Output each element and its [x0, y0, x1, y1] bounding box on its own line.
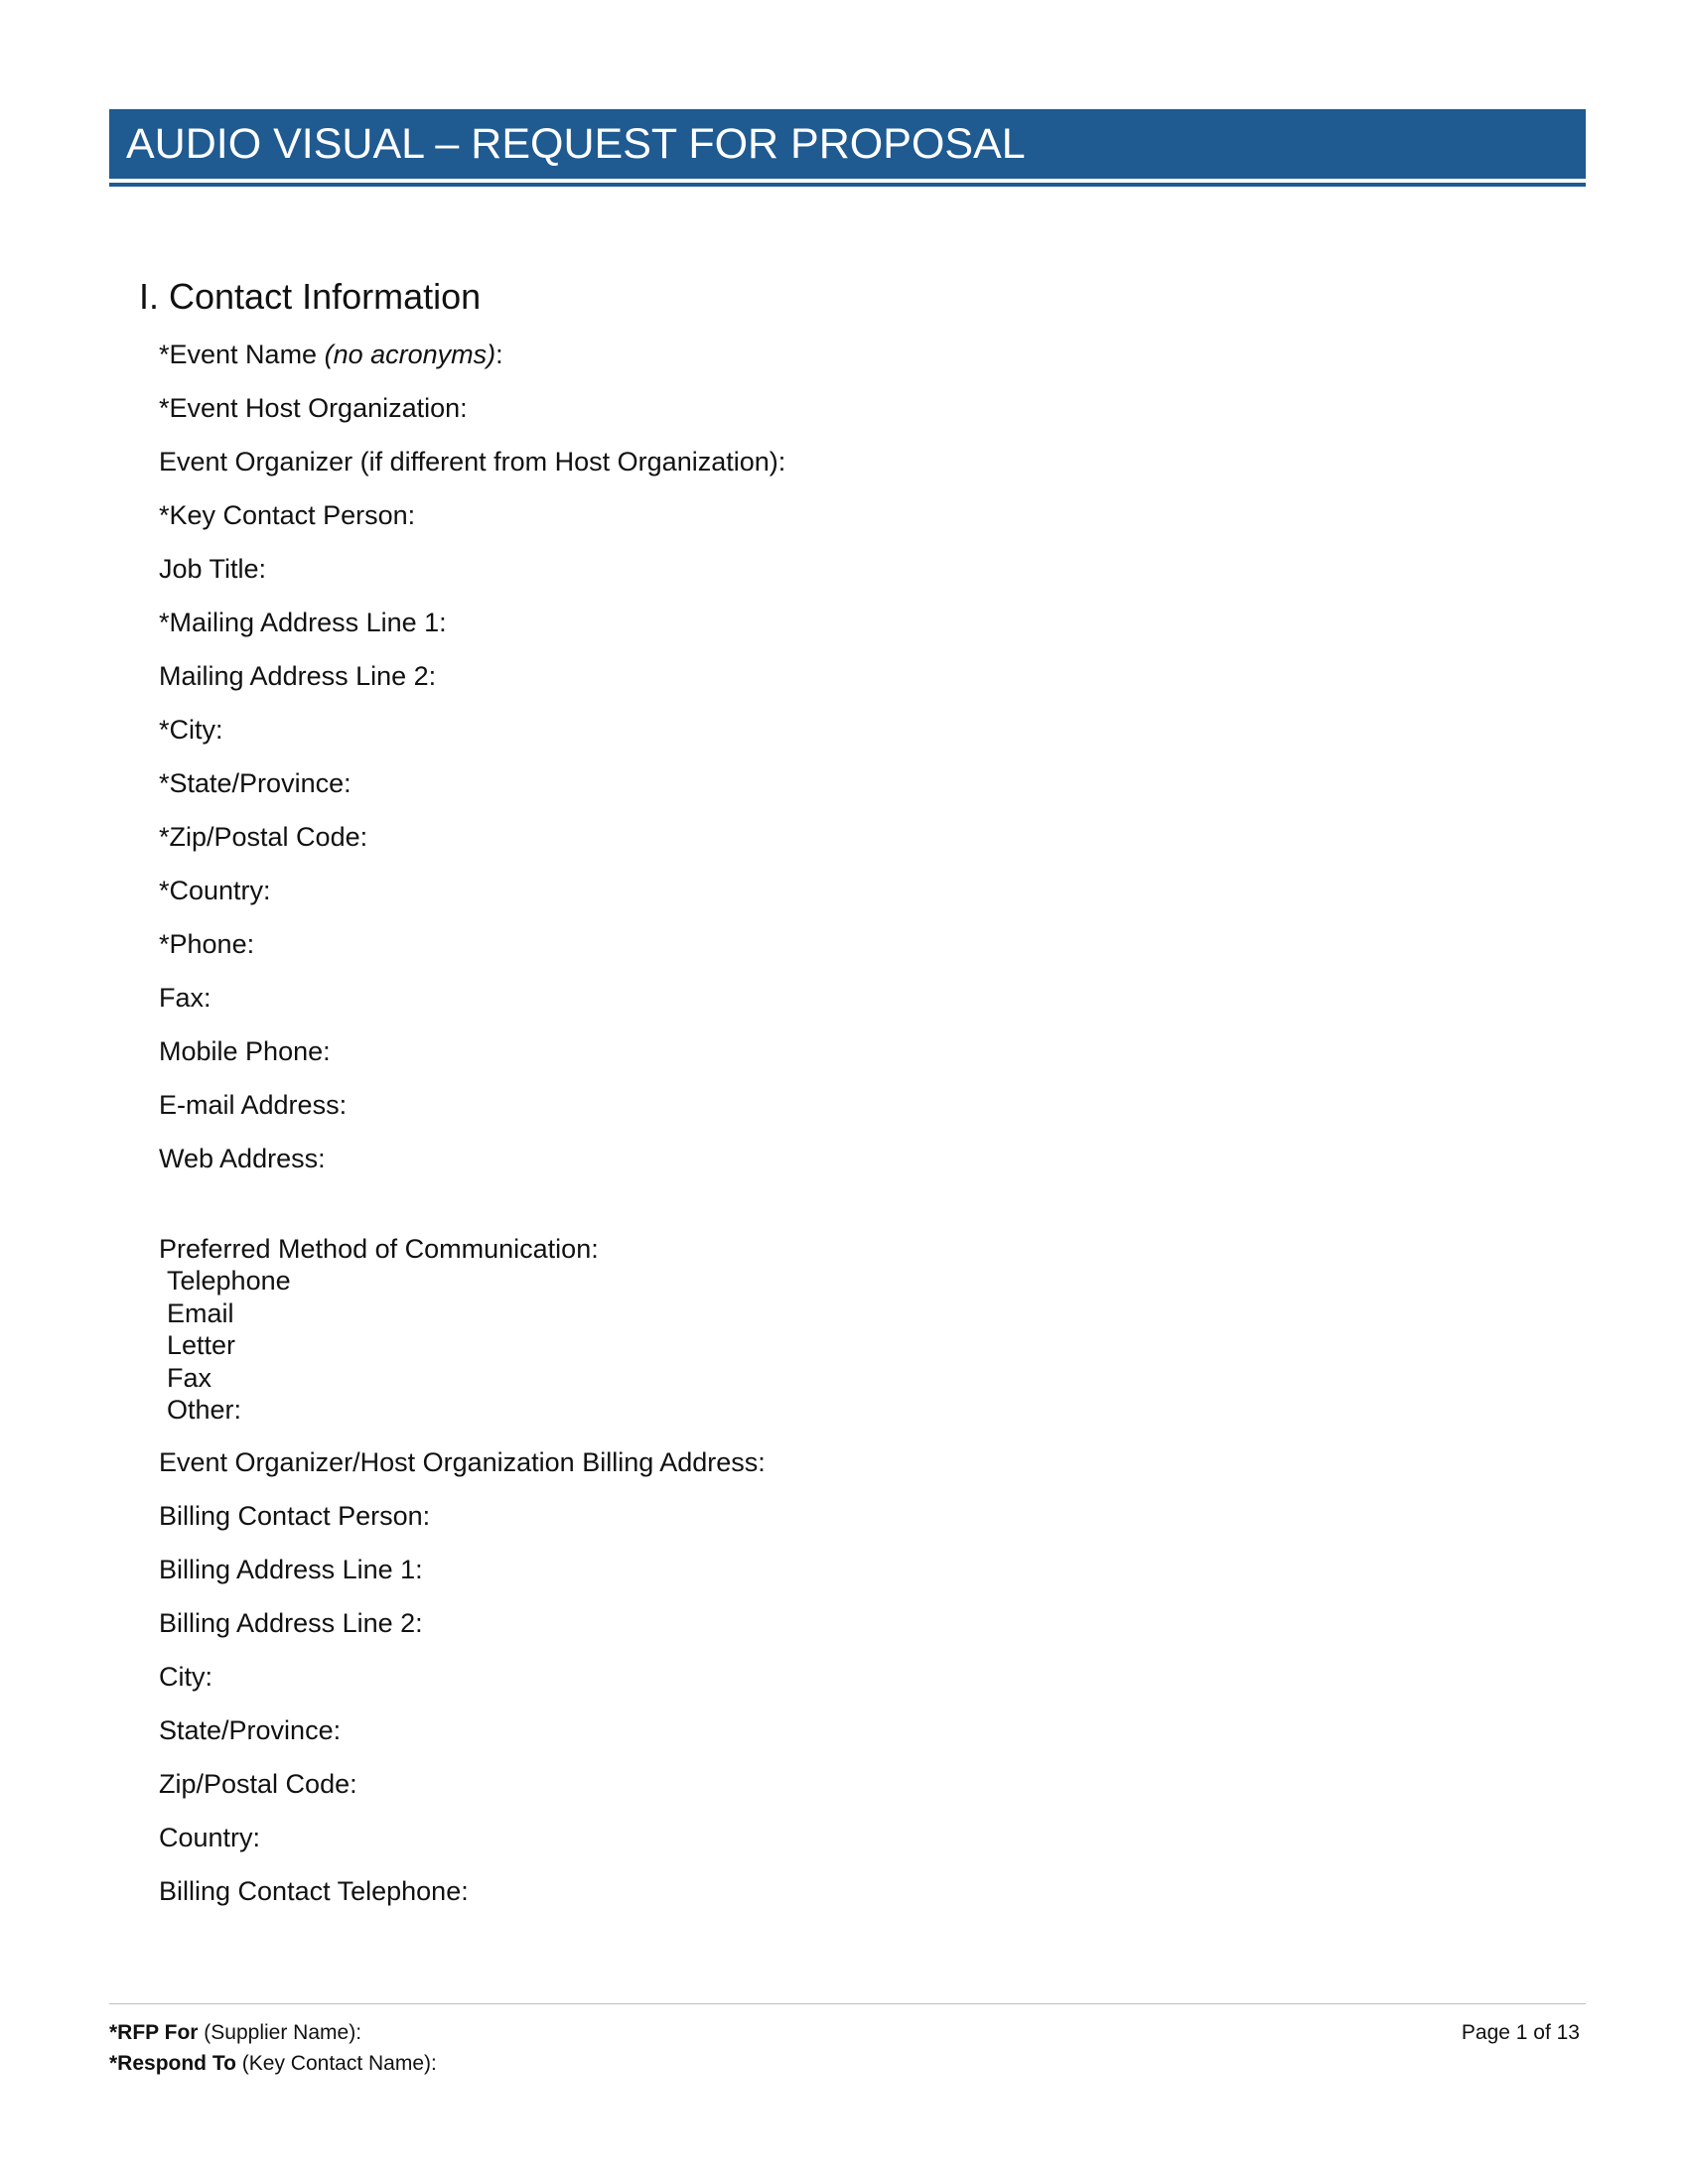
field-billing-contact-telephone: Billing Contact Telephone: [159, 1876, 469, 1906]
field-billing-state-province: State/Province: [159, 1715, 342, 1745]
footer-rfp-for-note: (Supplier Name): [198, 2021, 362, 2044]
page-number: Page 1 of 13 [1461, 2021, 1580, 2044]
field-job-title: Job Title: [159, 554, 267, 584]
communication-label: Preferred Method of Communication: [159, 1234, 599, 1264]
option-email[interactable]: Email [167, 1297, 234, 1328]
field-state-province: *State/Province: [159, 768, 352, 798]
field-billing-contact-person: Billing Contact Person: [159, 1501, 431, 1531]
field-mailing-address-2: Mailing Address Line 2: [159, 661, 437, 691]
field-billing-city: City: [159, 1662, 212, 1692]
field-fax: Fax: [159, 983, 211, 1013]
footer-respond-to [109, 2051, 437, 2077]
field-billing-zip-postal-code: Zip/Postal Code: [159, 1769, 357, 1799]
footer-rfp-for [109, 2020, 361, 2046]
field-billing-address: Event Organizer/Host Organization Billing Address: [159, 1447, 766, 1477]
field-event-organizer: Event Organizer (if different from Host Organization): [159, 447, 786, 477]
footer-rfp-for-label: *RFP For [109, 2021, 199, 2044]
field-event-name [159, 338, 503, 371]
footer-respond-to-note: (Key Contact Name): [235, 2052, 437, 2075]
field-zip-postal-code: *Zip/Postal Code: [159, 822, 368, 852]
field-web-address: Web Address: [159, 1144, 326, 1173]
field-event-host-organization: *Event Host Organization: [159, 393, 468, 423]
option-fax[interactable]: Fax [167, 1362, 212, 1393]
field-event-name-suffix: : [495, 340, 503, 369]
option-letter[interactable]: Letter [167, 1330, 236, 1361]
field-country: *Country: [159, 876, 271, 905]
title-underline [109, 183, 1586, 187]
option-telephone[interactable]: Telephone [167, 1266, 291, 1297]
field-city: *City: [159, 715, 223, 745]
field-email-address: E-mail Address: [159, 1090, 348, 1120]
communication-group [159, 1233, 599, 1426]
document-title-banner: AUDIO VISUAL – REQUEST FOR PROPOSAL [109, 109, 1586, 179]
option-other[interactable]: Other: [167, 1395, 242, 1426]
field-mailing-address-1: *Mailing Address Line 1: [159, 608, 447, 637]
field-billing-address-2: Billing Address Line 2: [159, 1608, 423, 1638]
section-heading: I. Contact Information [139, 276, 482, 317]
field-billing-country: Country: [159, 1823, 261, 1852]
footer-divider [109, 2003, 1586, 2004]
field-billing-address-1: Billing Address Line 1: [159, 1555, 423, 1584]
field-event-name-note: (no acronyms) [324, 340, 496, 369]
footer-respond-to-label: *Respond To [109, 2052, 236, 2075]
field-phone: *Phone: [159, 929, 255, 959]
field-event-name-label: *Event Name [159, 340, 325, 369]
field-mobile-phone: Mobile Phone: [159, 1036, 331, 1066]
field-key-contact-person: *Key Contact Person: [159, 500, 416, 530]
